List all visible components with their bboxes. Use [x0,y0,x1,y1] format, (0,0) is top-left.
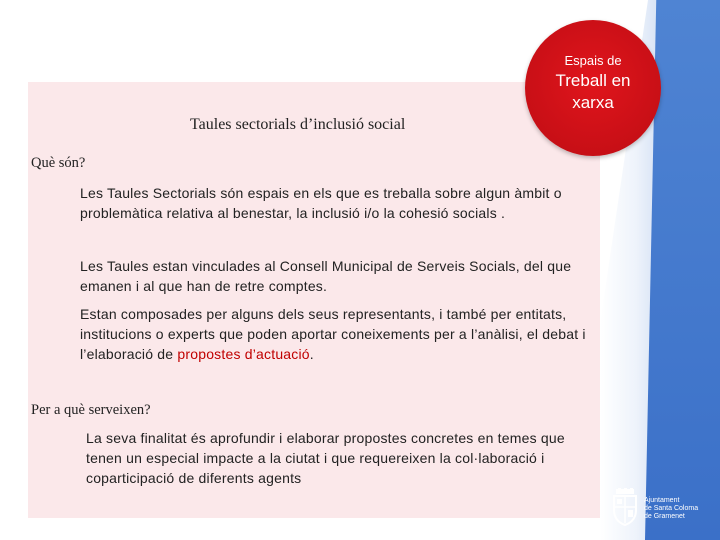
highlight-proposals: propostes d’actuació [177,346,310,362]
paragraph-link-council: Les Taules estan vinculades al Consell Municipal de Serveis Socials, del que emanen i al que han de retre comptes. [80,258,572,294]
badge-line1: Espais de [564,53,622,68]
paragraph-composition [80,304,600,364]
coat-of-arms-icon [610,488,640,526]
composition-end: . [309,346,314,362]
slide-title: Taules sectorials d’inclusió social [190,116,406,133]
heading-per-a-que-serveixen: Per a què serveixen? [31,402,151,418]
logo-line3: de Gramenet [644,513,685,520]
paragraph-purpose: La seva finalitat és aprofundir i elaborar propostes concretes en temes que tenen un especial impacte a la ciutat i que requereixen la col·laboració i coparticipació de diferents agents [86,430,565,486]
paragraph-definition: Les Taules Sectorials són espais en els que es treballa sobre algun àmbit o problemàtica relativa al benestar, la inclusió i/o la cohesió socials . [80,185,562,221]
composition-text: Estan composades per alguns dels seus representants, i també per entitats, institucions o experts que poden aportar coneixements per a l’anàlisi, el debat i l’elaboració de [80,306,586,362]
logo-text [644,497,698,521]
badge-line2b: xarxa [572,93,614,112]
badge-line2 [525,70,661,114]
city-council-logo [608,488,718,528]
logo-line2: de Santa Coloma [644,505,699,512]
section-badge [525,20,661,156]
badge-line2a: Treball en [555,71,631,90]
heading-que-son: Què són? [31,155,86,171]
logo-line1: Ajuntament [644,497,680,504]
